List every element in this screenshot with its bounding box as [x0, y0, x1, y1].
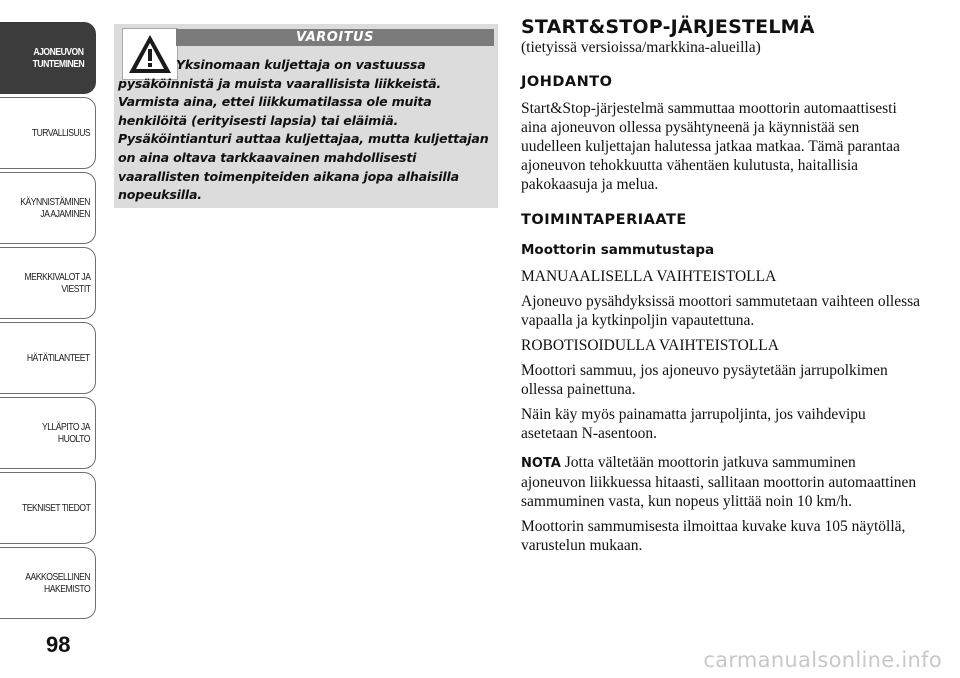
warning-body: Yksinomaan kuljettaja on vastuussa pysäköinnistä ja muista vaarallisista liikkeistä. Varmista aina, ettei liikkumatilassa ole muita henkilöitä (erityisesti lapsia) tai eläimiä. Pysäköintianturi auttaa kuljettajaa, mutta kuljettajan on aina oltava tarkkaavainen mahdollisesti vaarallisten toimenpiteiden aikana jopa alhaisilla nopeuksilla.	[118, 57, 489, 203]
tab-label: MERKKIVALOT JA VIESTIT	[23, 271, 90, 295]
content-column	[521, 16, 921, 561]
watermark: carmanualsonline.info	[703, 648, 942, 672]
shutdown-heading: Moottorin sammutustapa	[521, 242, 715, 258]
warning-title: VAROITUS	[176, 29, 494, 46]
robot-heading: ROBOTISOIDULLA VAIHTEISTOLLA	[521, 337, 779, 354]
tab-label: TURVALLISUUS	[31, 127, 90, 139]
nota-paragraph	[521, 453, 921, 511]
page-number: 98	[46, 632, 71, 657]
tab-label: KÄYNNISTÄMINEN JA AJAMINEN	[20, 196, 90, 220]
manual-text: Ajoneuvo pysähdyksissä moottori sammutetaan vaihteen ollessa vapaalla ja kytkinpoljin vapautettuna.	[521, 293, 921, 329]
tab-turvallisuus[interactable]	[0, 97, 96, 169]
tab-yllapito[interactable]	[0, 397, 96, 469]
warning-box	[114, 24, 498, 208]
tab-hatatilanteet[interactable]	[0, 322, 96, 394]
principle-heading: TOIMINTAPERIAATE	[521, 212, 687, 228]
tab-merkkivalot[interactable]	[0, 247, 96, 319]
intro-heading: JOHDANTO	[521, 74, 613, 90]
tab-hakemisto[interactable]	[0, 547, 96, 619]
tab-label: YLLÄPITO JA HUOLTO	[41, 421, 90, 445]
intro-text: Start&Stop-järjestelmä sammuttaa moottorin automaattisesti aina ajoneuvon ollessa pysähtyneenä ja käynnistää sen uudelleen kuljettajan halutessa jatkaa matkaa. Tämä parantaa ajoneuvon tehokkuutta vähentäen kulutusta, haitallisia pakokaasuja ja melua.	[521, 100, 900, 193]
tab-tekniset-tiedot[interactable]	[0, 472, 96, 544]
robot-text-1: Moottori sammuu, jos ajoneuvo pysäytetään jarrupolkimen ollessa painettuna.	[521, 362, 888, 398]
tab-label: AJONEUVON TUNTEMINEN	[32, 46, 85, 70]
manual-heading: MANUAALISELLA VAIHTEISTOLLA	[521, 268, 777, 285]
nota-text: Jotta vältetään moottorin jatkuva sammuminen ajoneuvon liikkuessa hitaasti, sallitaan moottorin automaattinen sammuminen vasta, kun nopeus ylittää noin 10 km/h.	[521, 454, 917, 510]
tab-label: HÄTÄTILANTEET	[27, 352, 90, 364]
nota-label: NOTA	[521, 456, 561, 471]
tab-kaynnistaminen[interactable]	[0, 172, 96, 244]
tab-label: AAKKOSELLINEN HAKEMISTO	[25, 571, 90, 595]
final-text: Moottorin sammumisesta ilmoittaa kuvake kuva 105 näytöllä, varustelun mukaan.	[521, 518, 906, 554]
robot-text-2: Näin käy myös painamatta jarrupoljinta, jos vaihdevipu asetetaan N-asentoon.	[521, 406, 866, 442]
section-title: START&STOP-JÄRJESTELMÄ	[521, 16, 815, 38]
warning-text	[118, 56, 494, 205]
chapter-tabs	[0, 22, 100, 622]
tab-label: TEKNISET TIEDOT	[21, 502, 90, 514]
tab-ajoneuvon-tunteminen[interactable]	[0, 22, 96, 94]
section-subtitle: (tietyissä versioissa/markkina-alueilla)	[521, 39, 761, 56]
